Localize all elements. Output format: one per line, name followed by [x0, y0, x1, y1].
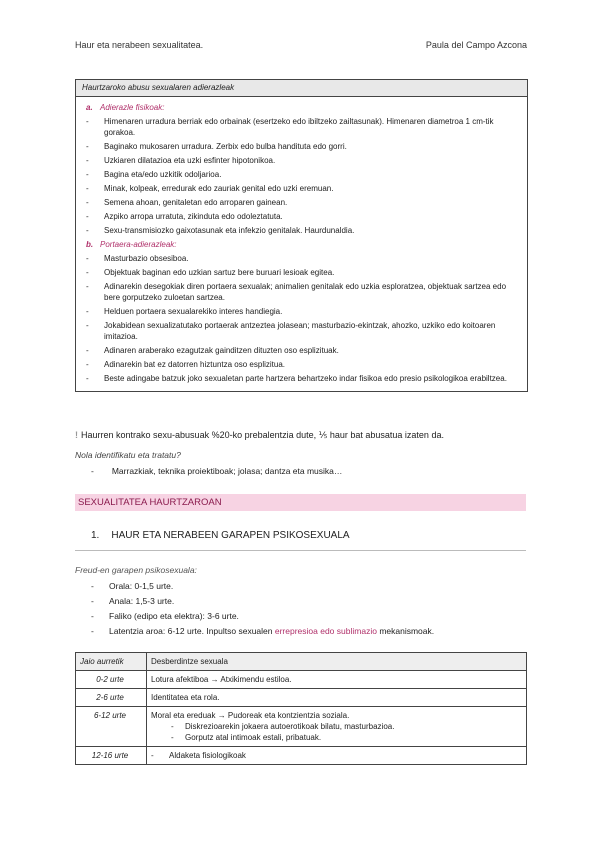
list-item: - Helduen portaera sexualarekiko interes handiegia.: [86, 307, 283, 316]
note-text: Haurren kontrako sexu-abusuak %20-ko prebalentzia dute, ⅕ haur bat abusatua izaten da.: [81, 430, 444, 440]
list-item: - Latentzia aroa: 6-12 urte. Inpultso sexualen errepresioa edo sublimazio mekanismoak.: [91, 626, 435, 636]
list-item: - Adinaren araberako ezagutzak gainditzen dituzten oso esplizituak.: [86, 346, 339, 355]
list-item: - Jokabidean sexualizatutako portaerak antzeztea jolasean; masturbazio-ekintzak, ahozko, uzkiko edo koitoaren imitazioa.: [86, 321, 496, 341]
list-item: - Objektuak baginan edo uzkian sartuz bere buruari lesioak egitea.: [86, 268, 335, 277]
list-item: - Sexu-transmisiozko gaixotasunak eta infekzio genitalak. Haurdunaldia.: [86, 226, 355, 235]
identify-question: Nola identifikatu eta tratatu?: [75, 450, 181, 460]
table-row: 6-12 urte Moral eta ereduak → Pudoreak eta kontzientzia soziala. - Diskrezioarekin jokaera autoerotikoak bilatu, masturbazioa. - Gorputz atal intimoak estali, pribatuak.: [76, 707, 527, 747]
list-item: - Baginako mukosaren urradura. Zerbix edo bulba handituta edo gorri.: [86, 142, 347, 151]
abuse-indicators-box: [75, 79, 528, 392]
table-row: 0-2 urte Lotura afektiboa → Atxikimendu estiloa.: [76, 671, 527, 689]
highlight-text: errepresioa edo sublimazio: [274, 626, 377, 636]
divider: [75, 550, 526, 551]
list-item: - Uzkiaren dilatazioa eta uzki esfinter hipotonikoa.: [86, 156, 276, 165]
list-item: - Azpiko arropa urratuta, zikinduta edo odoleztatuta.: [86, 212, 283, 221]
table-row: 2-6 urte Identitatea eta rola.: [76, 689, 527, 707]
list-item: - Beste adingabe batzuk joko sexualetan parte hartzera behartzeko indar fisikoa edo presio psikologikoa erabiltzea.: [86, 374, 507, 383]
list-item: - Faliko (edipo eta elektra): 3-6 urte.: [91, 611, 239, 621]
list-item: - Semena ahoan, genitaletan edo arroparen gainean.: [86, 198, 288, 207]
section-title: SEXUALITATEA HAURTZAROAN: [75, 494, 526, 511]
group-a-title: a. Adierazle fisikoak:: [86, 103, 165, 112]
document-title: Haur eta nerabeen sexualitatea.: [75, 40, 204, 50]
prevalence-note: [75, 430, 444, 441]
group-b-title: b. Portaera-adierazleak:: [86, 240, 177, 249]
development-stages-table: [75, 652, 527, 765]
list-item: - Minak, kolpeak, erredurak edo zauriak genital edo uzki eremuan.: [86, 184, 334, 193]
author-name: Paula del Campo Azcona: [425, 40, 527, 50]
table-row: 12-16 urte - Aldaketa fisiologikoak: [76, 747, 527, 765]
freud-title: Freud-en garapen psikosexuala:: [75, 565, 197, 575]
page-header: [75, 40, 527, 50]
list-item: - Bagina eta/edo uzkitik odoljarioa.: [86, 170, 222, 179]
exclamation-icon: !: [75, 430, 78, 440]
box-title: Haurtzaroko abusu sexualaren adierazleak: [76, 80, 527, 97]
list-item: - Anala: 1,5-3 urte.: [91, 596, 175, 606]
freud-list: [91, 580, 434, 640]
list-item: - Himenaren urradura berriak edo orbainak (esertzeko edo ibiltzeko zailtasunak). Himenaren diametroa 1 cm-tik gorakoa.: [86, 117, 494, 137]
identify-answer: - Marrazkiak, teknika proiektiboak; jolasa; dantza eta musika…: [91, 466, 343, 476]
list-item: - Diskrezioarekin jokaera autoerotikoak bilatu, masturbazioa.: [171, 722, 395, 731]
list-item: - Gorputz atal intimoak estali, pribatuak.: [171, 733, 322, 742]
list-item: - Orala: 0-1,5 urte.: [91, 581, 174, 591]
list-item: - Masturbazio obsesiboa.: [86, 254, 189, 263]
table-row: Jaio aurretik Desberdintze sexuala: [76, 653, 527, 671]
heading: 1. HAUR ETA NERABEEN GARAPEN PSIKOSEXUALA: [91, 530, 350, 541]
list-item: - Adinarekin desegokiak diren portaera sexualak; animalien genitalak edo uzkia esploratzea, objektuak sartzea edo bere gorputzeko zuloetan sartzea.: [86, 282, 507, 302]
list-item: - Adinarekin bat ez datorren hiztuntza oso esplizitua.: [86, 360, 285, 369]
